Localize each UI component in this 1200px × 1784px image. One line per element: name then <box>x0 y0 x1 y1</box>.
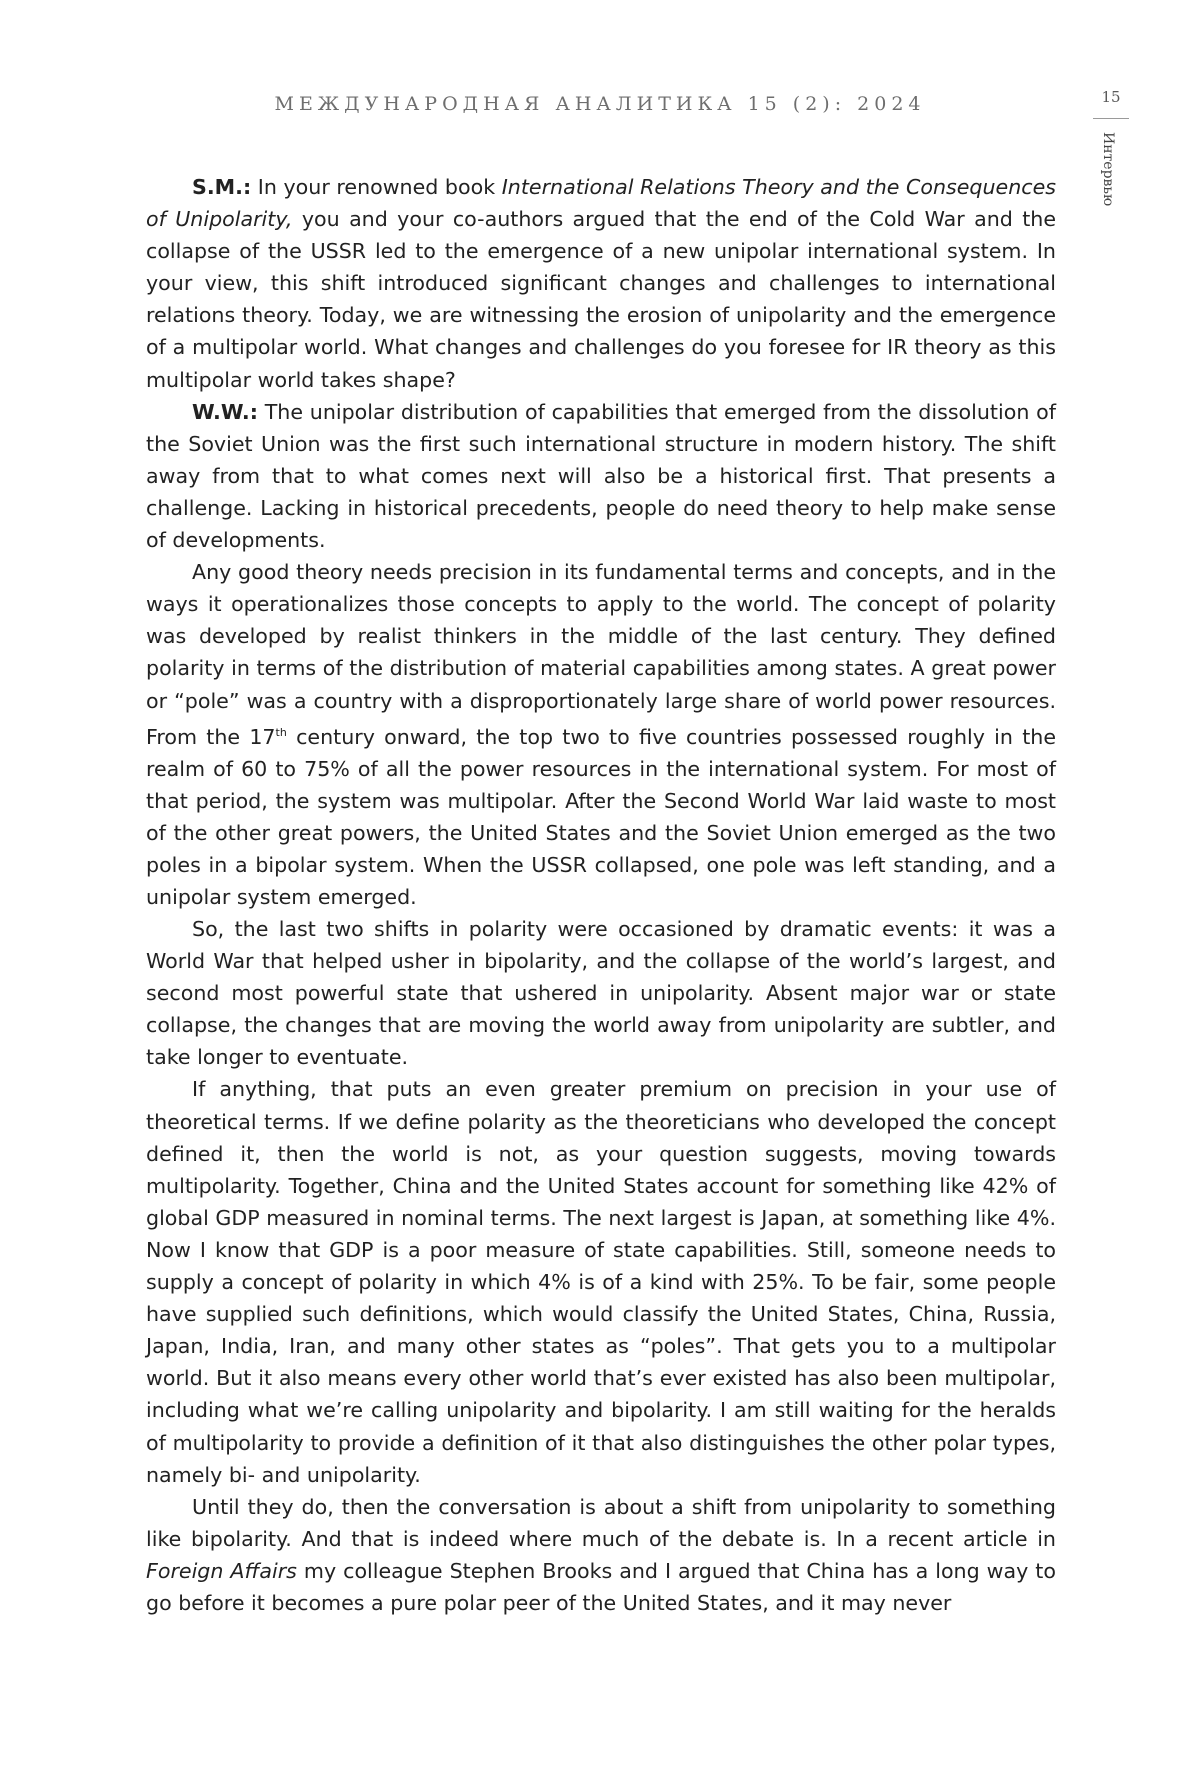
paragraph-answer-2 <box>146 556 1056 913</box>
question-text: you and your co-authors argued that the end of the Cold War and the collapse of the USSR led to the emergence of a new unipolar international system. In your view, this shift introduced significant changes and challenges to international relations theory. Today, we are witnessing the erosion of unipolarity and the emergence of a multipolar world. What changes and challenges do you foresee for IR theory as this multipolar world takes shape? <box>146 207 1056 392</box>
paragraph-answer-5 <box>146 1491 1056 1619</box>
answer-text-2a: Any good theory needs precision in its fundamental terms and concepts, and in the ways it operationalizes those concepts to apply to the world. The concept of polarity was developed by realist thinkers in the middle of the last century. They defined polarity in terms of the distribution of material capabilities among states. A great power or “pole” was a country with a disproportionately large share of world power resources. From the 17 <box>146 560 1056 749</box>
header-divider <box>1093 118 1129 119</box>
question-text-lead: In your renowned book <box>251 175 502 199</box>
paragraph-question <box>146 171 1056 396</box>
publication-title: Foreign Affairs <box>146 1558 297 1583</box>
answer-text-1: The unipolar distribution of capabilities that emerged from the dissolution of the Soviet Union was the first such international structure in modern history. The shift away from that to what comes next will also be a historical first. That presents a challenge. Lacking in historical precedents, people do need theory to help make sense of developments. <box>146 399 1056 553</box>
paragraph-answer-1 <box>146 396 1056 556</box>
paragraph-answer-4: If anything, that puts an even greater premium on precision in your use of theoretical terms. If we define polarity as the theoreticians who developed the concept defined it, then the world is not, as your question suggests, moving towards multipolarity. Together, China and the United States account for something like 42% of global GDP measured in nominal terms. The next largest is Japan, at something like 4%. Now I know that GDP is a poor measure of state capabilities. Still, someone needs to supply a concept of polarity in which 4% is of a kind with 25%. To be fair, some people have supplied such definitions, which would classify the United States, China, Russia, Japan, India, Iran, and many other states as “poles”. That gets you to a multipolar world. But it also means every other world that’s ever existed has also been multipolar, including what we’re calling unipolarity and bipolarity. I am still waiting for the heralds of multipolarity to provide a definition of it that also distinguishes the other polar types, namely bi- and unipolarity. <box>146 1077 1056 1487</box>
answer-text-5b: my colleague Stephen Brooks and I argued that China has a long way to go before it becomes a pure polar peer of the United States, and it may never <box>146 1558 1056 1615</box>
book-title: International Relations Theory and the Consequences of Unipolarity, <box>146 175 1056 232</box>
running-header: МЕЖДУНАРОДНАЯ АНАЛИТИКА 15 (2): 2024 <box>274 93 926 115</box>
speaker-label-sm: S.M.: <box>192 175 252 199</box>
paragraph-answer-3: So, the last two shifts in polarity were occasioned by dramatic events: it was a World War that helped usher in bipolarity, and the collapse of the world’s largest, and second most powerful state that ushered in unipolarity. Absent major war or state collapse, the changes that are moving the world away from unipolarity are subtler, and take longer to eventuate. <box>146 917 1056 1070</box>
speaker-label-ww: W.W.: <box>192 399 258 424</box>
page-number: 15 <box>1101 88 1121 106</box>
section-label: Интервью <box>1100 132 1116 207</box>
answer-text-2b: century onward, the top two to five countries possessed roughly in the realm of 60 to 75% of all the power resources in the international system. For most of that period, the system was multipolar. After the Second World War laid waste to most of the other great powers, the United States and the Soviet Union emerged as the two poles in a bipolar system. When the USSR collapsed, one pole was left standing, and a unipolar system emerged. <box>146 724 1056 909</box>
article-body <box>146 171 1056 1619</box>
ordinal-superscript: th <box>275 725 287 739</box>
answer-text-5a: Until they do, then the conversation is about a shift from unipolarity to something like bipolarity. And that is indeed where much of the debate is. In a recent article in <box>146 1494 1056 1551</box>
